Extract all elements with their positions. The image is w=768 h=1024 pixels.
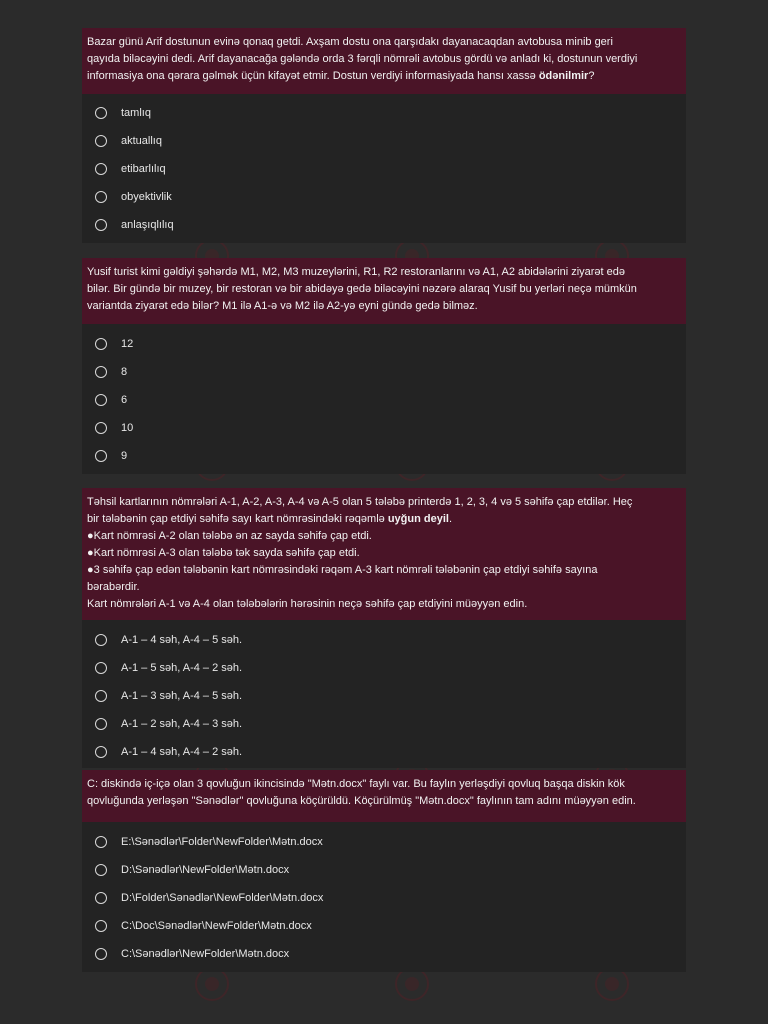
answer-option[interactable] xyxy=(82,828,686,856)
question-segment: bərabərdir. xyxy=(87,581,140,593)
radio-button[interactable] xyxy=(95,948,107,960)
options-3 xyxy=(82,620,686,768)
question-line xyxy=(87,596,680,613)
radio-button[interactable] xyxy=(95,135,107,147)
radio-button[interactable] xyxy=(95,718,107,730)
radio-button[interactable] xyxy=(95,366,107,378)
question-segment: bilər. Bir gündə bir muzey, bir restoran və bir abidəyə gedə biləcəyini nəzərə alaraq Yusif bu yerləri neçə mümkün xyxy=(87,283,637,295)
question-line xyxy=(87,579,680,596)
radio-button[interactable] xyxy=(95,422,107,434)
radio-button[interactable] xyxy=(95,191,107,203)
question-segment: Kart nömrələri A-1 və A-4 olan tələbələrin hərəsinin neçə səhifə çap etdiyini müəyyən edin. xyxy=(87,598,528,610)
answer-option-label: obyektivlik xyxy=(121,191,172,203)
answer-option-label: D:\Sənədlər\NewFolder\Mətn.docx xyxy=(121,864,290,876)
watermark-seal-icon xyxy=(195,967,229,1001)
answer-option-label: aktuallıq xyxy=(121,135,162,147)
question-segment: . xyxy=(448,513,453,525)
answer-option-label: 8 xyxy=(121,366,128,378)
radio-button[interactable] xyxy=(95,163,107,175)
answer-option[interactable] xyxy=(82,211,686,239)
answer-option-label: 9 xyxy=(121,450,128,462)
question-line xyxy=(87,562,680,579)
answer-option[interactable] xyxy=(82,442,686,470)
question-card-4 xyxy=(82,770,686,972)
answer-option-label: etibarlılıq xyxy=(121,163,166,175)
answer-option-label: A-1 – 4 səh, A-4 – 5 səh. xyxy=(121,634,243,646)
watermark-seal-icon xyxy=(595,967,629,1001)
question-segment: variantda ziyarət edə bilər? M1 ilə A1-ə və M2 ilə A2-yə eyni gündə gedə bilməz. xyxy=(87,300,478,312)
emphasis-text: ödənilmir xyxy=(538,70,589,82)
radio-button[interactable] xyxy=(95,107,107,119)
answer-option[interactable] xyxy=(82,99,686,127)
options-4 xyxy=(82,822,686,972)
question-segment: Bazar günü Arif dostunun evinə qonaq getdi. Axşam dostu ona qarşıdakı dayanacaqdan avtobusa minib geri xyxy=(87,36,613,48)
answer-option[interactable] xyxy=(82,414,686,442)
question-text-4 xyxy=(82,770,686,822)
radio-button[interactable] xyxy=(95,892,107,904)
answer-option[interactable] xyxy=(82,358,686,386)
answer-option[interactable] xyxy=(82,626,686,654)
radio-button[interactable] xyxy=(95,662,107,674)
question-line xyxy=(87,545,680,562)
answer-option-label: A-1 – 5 səh, A-4 – 2 səh. xyxy=(121,662,243,674)
question-text-1 xyxy=(82,28,686,94)
answer-option[interactable] xyxy=(82,386,686,414)
question-line xyxy=(87,776,680,793)
answer-option-label: 6 xyxy=(121,394,128,406)
question-card-3 xyxy=(82,488,686,768)
emphasis-text: uyğun deyil xyxy=(387,513,449,525)
question-text-3 xyxy=(82,488,686,620)
answer-option-label: D:\Folder\Sənədlər\NewFolder\Mətn.docx xyxy=(121,892,324,904)
question-segment: C: diskində iç-içə olan 3 qovluğun ikincisində "Mətn.docx" faylı var. Bu faylın yerləşdiyi qovluq başqa diskin kök xyxy=(87,778,625,790)
answer-option[interactable] xyxy=(82,710,686,738)
options-1 xyxy=(82,94,686,243)
question-segment: qovluğunda yerləşən "Sənədlər" qovluğuna köçürüldü. Köçürülmüş "Mətn.docx" faylının tam adını müəyyən edin. xyxy=(87,795,636,807)
question-line xyxy=(87,68,680,85)
answer-option-label: C:\Doc\Sənədlər\NewFolder\Mətn.docx xyxy=(121,920,312,932)
answer-option[interactable] xyxy=(82,884,686,912)
question-line xyxy=(87,51,680,68)
question-segment: Təhsil kartlarının nömrələri A-1, A-2, A-3, A-4 və A-5 olan 5 tələbə printerdə 1, 2, 3, 4 və 5 səhifə çap etdilər. Heç xyxy=(87,496,633,508)
radio-button[interactable] xyxy=(95,920,107,932)
question-segment: bir tələbənin çap etdiyi səhifə sayı kart nömrəsindəki rəqəmlə xyxy=(87,513,388,525)
question-line xyxy=(87,281,680,298)
answer-option[interactable] xyxy=(82,940,686,968)
radio-button[interactable] xyxy=(95,634,107,646)
question-card-2 xyxy=(82,258,686,474)
question-segment: qayıda biləcəyini dedi. Arif dayanacağa gələndə orda 3 fərqli nömrəli avtobus gördü və anladı ki, dostunun verdiyi xyxy=(87,53,638,65)
radio-button[interactable] xyxy=(95,746,107,758)
question-line xyxy=(87,264,680,281)
question-segment: ●Kart nömrəsi A-3 olan tələbə tək sayda səhifə çap etdi. xyxy=(87,547,360,559)
watermark-seal-icon xyxy=(395,967,429,1001)
question-line xyxy=(87,298,680,315)
options-2 xyxy=(82,324,686,474)
question-line xyxy=(87,34,680,51)
answer-option[interactable] xyxy=(82,912,686,940)
radio-button[interactable] xyxy=(95,338,107,350)
question-segment: ●3 səhifə çap edən tələbənin kart nömrəsindəki rəqəm A-3 kart nömrəli tələbənin çap etdiyi səhifə sayına xyxy=(87,564,598,576)
answer-option-label: A-1 – 4 səh, A-4 – 2 səh. xyxy=(121,746,243,758)
answer-option[interactable] xyxy=(82,155,686,183)
answer-option[interactable] xyxy=(82,738,686,766)
question-line xyxy=(87,494,680,511)
answer-option[interactable] xyxy=(82,654,686,682)
question-segment: informasiya ona qərara gəlmək üçün kifayət etmir. Dostun verdiyi informasiyada hansı xassə xyxy=(87,70,539,82)
question-text-2 xyxy=(82,258,686,324)
answer-option[interactable] xyxy=(82,856,686,884)
answer-option-label: 10 xyxy=(121,422,134,434)
question-line xyxy=(87,793,680,810)
question-line xyxy=(87,511,680,528)
answer-option-label: C:\Sənədlər\NewFolder\Mətn.docx xyxy=(121,948,290,960)
radio-button[interactable] xyxy=(95,394,107,406)
answer-option-label: tamlıq xyxy=(121,107,151,119)
question-line xyxy=(87,528,680,545)
answer-option-label: A-1 – 3 səh, A-4 – 5 səh. xyxy=(121,690,243,702)
answer-option-label: E:\Sənədlər\Folder\NewFolder\Mətn.docx xyxy=(121,836,323,848)
answer-option[interactable] xyxy=(82,330,686,358)
radio-button[interactable] xyxy=(95,690,107,702)
radio-button[interactable] xyxy=(95,836,107,848)
answer-option-label: A-1 – 2 səh, A-4 – 3 səh. xyxy=(121,718,243,730)
radio-button[interactable] xyxy=(95,864,107,876)
answer-option[interactable] xyxy=(82,183,686,211)
question-segment: Yusif turist kimi gəldiyi şəhərdə M1, M2, M3 muzeylərini, R1, R2 restoranlarını və A1, A2 abidələrini ziyarət edə xyxy=(87,266,626,278)
radio-button[interactable] xyxy=(95,219,107,231)
answer-option-label: 12 xyxy=(121,338,134,350)
question-segment: ? xyxy=(588,70,595,82)
answer-option[interactable] xyxy=(82,682,686,710)
answer-option[interactable] xyxy=(82,127,686,155)
question-segment: ●Kart nömrəsi A-2 olan tələbə ən az sayda səhifə çap etdi. xyxy=(87,530,372,542)
answer-option-label: anlaşıqlılıq xyxy=(121,219,174,231)
question-card-1 xyxy=(82,28,686,243)
radio-button[interactable] xyxy=(95,450,107,462)
